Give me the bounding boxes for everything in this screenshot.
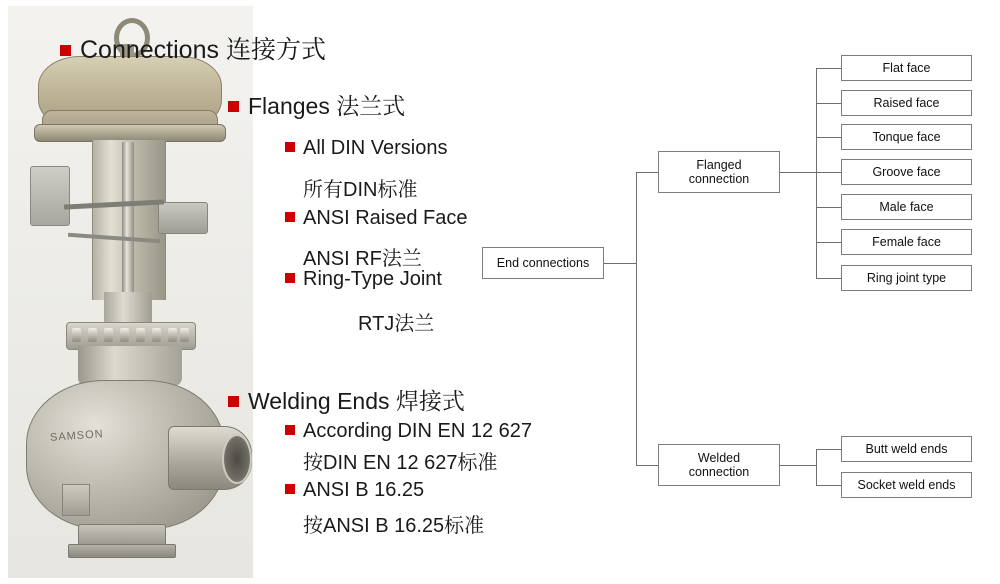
item-all-din-versions-en: All DIN Versions	[303, 137, 448, 159]
connector-leaf-butt-weld-ends	[816, 449, 841, 450]
flow-leaf-female-face	[841, 229, 972, 255]
connector-leaf-tonque-face	[816, 137, 841, 138]
item-ring-type-joint	[285, 268, 442, 291]
flow-flanged-label-line2: connection	[688, 172, 750, 186]
connector-root-trunk	[604, 263, 636, 264]
item-all-din-versions	[285, 137, 448, 160]
page-title-zh: 连接方式	[225, 36, 326, 64]
flow-leaf-socket-weld-ends	[841, 472, 972, 498]
item-ansi-b1625	[285, 479, 424, 502]
flow-leaf-groove-face	[841, 159, 972, 185]
flow-leaf-butt-weld-ends-label: Butt weld ends	[865, 441, 948, 456]
connector-welded-bus-vertical	[816, 449, 817, 485]
item-din-en-12627	[285, 420, 532, 443]
valve-base	[68, 544, 176, 558]
flow-leaf-flat-face	[841, 55, 972, 81]
item-ansi-b1625-zh: 按ANSI B 16.25标准	[303, 515, 485, 537]
flow-leaf-ring-joint-type	[841, 265, 972, 291]
bullet-square-icon	[228, 101, 239, 112]
flow-leaf-socket-weld-ends-label: Socket weld ends	[857, 477, 956, 492]
section-welding-zh: 焊接式	[395, 388, 465, 414]
flow-leaf-tonque-face-label: Tonque face	[872, 129, 941, 144]
item-ansi-raised-face-zh-line	[303, 242, 422, 271]
flow-branch-flanged-connection	[658, 151, 780, 193]
flow-welded-label-line2: connection	[688, 465, 750, 479]
connector-leaf-raised-face	[816, 103, 841, 104]
item-ansi-raised-face-zh: ANSI RF法兰	[303, 248, 422, 270]
flange-bolts	[66, 324, 194, 346]
limit-switch-unit	[158, 202, 208, 234]
bullet-square-icon	[285, 425, 295, 435]
bullet-square-icon	[228, 396, 239, 407]
item-din-en-12627-en: According DIN EN 12 627	[303, 420, 533, 442]
flow-root-end-connections	[482, 247, 604, 279]
bullet-square-icon	[60, 45, 71, 56]
connector-welded-bus	[780, 465, 816, 466]
item-ansi-b1625-en: ANSI B 16.25	[303, 479, 425, 501]
flow-leaf-flat-face-label: Flat face	[882, 60, 931, 75]
flow-leaf-raised-face-label: Raised face	[873, 95, 940, 110]
item-all-din-versions-zh: 所有DIN标准	[303, 179, 418, 201]
valve-photo	[8, 6, 253, 578]
flow-welded-label-line1: Welded	[697, 450, 741, 465]
nameplate	[62, 484, 90, 516]
page-title	[60, 30, 326, 66]
item-ansi-raised-face-en: ANSI Raised Face	[303, 207, 468, 229]
page-title-en: Connections	[80, 36, 219, 64]
bullet-square-icon	[285, 212, 295, 222]
flow-leaf-ring-joint-type-label: Ring joint type	[866, 270, 947, 285]
flow-leaf-female-face-label: Female face	[872, 234, 941, 249]
positioner-unit	[30, 166, 70, 226]
bullet-square-icon	[285, 484, 295, 494]
connector-flanged-bus	[780, 172, 816, 173]
section-welding-en: Welding Ends	[248, 388, 390, 414]
item-ring-type-joint-zh: RTJ法兰	[358, 313, 435, 335]
brand-label: SAMSON	[49, 428, 105, 444]
flow-leaf-male-face	[841, 194, 972, 220]
connector-leaf-ring-joint-type	[816, 278, 841, 279]
section-flanges-zh: 法兰式	[336, 93, 406, 119]
item-din-en-12627-zh-line	[303, 446, 498, 475]
connector-leaf-groove-face	[816, 172, 841, 173]
connector-trunk-welded	[636, 465, 658, 466]
valve-stem	[122, 142, 134, 292]
item-all-din-versions-zh-line	[303, 173, 417, 202]
connector-leaf-flat-face	[816, 68, 841, 69]
flow-root-label: End connections	[496, 255, 590, 270]
item-ring-type-joint-zh-line	[358, 307, 434, 336]
flow-branch-welded-connection	[658, 444, 780, 486]
connector-leaf-female-face	[816, 242, 841, 243]
connector-trunk-vertical	[636, 172, 637, 465]
bullet-square-icon	[285, 142, 295, 152]
flow-leaf-tonque-face	[841, 124, 972, 150]
flow-leaf-groove-face-label: Groove face	[872, 164, 941, 179]
item-ansi-raised-face	[285, 207, 468, 230]
section-title-flanges	[228, 88, 405, 121]
item-din-en-12627-zh: 按DIN EN 12 627标准	[303, 452, 498, 474]
connector-leaf-socket-weld-ends	[816, 485, 841, 486]
section-title-welding-ends	[228, 383, 465, 416]
flow-leaf-raised-face	[841, 90, 972, 116]
connector-leaf-male-face	[816, 207, 841, 208]
connector-flanged-bus-vertical	[816, 68, 817, 278]
valve-bonnet	[104, 292, 152, 324]
section-flanges-en: Flanges	[248, 93, 330, 119]
item-ring-type-joint-en: Ring-Type Joint	[303, 268, 442, 290]
flow-leaf-butt-weld-ends	[841, 436, 972, 462]
connector-trunk-flanged	[636, 172, 658, 173]
item-ansi-b1625-zh-line	[303, 509, 484, 538]
outlet-bore	[222, 434, 252, 484]
flow-flanged-label-line1: Flanged	[696, 157, 742, 172]
bullet-square-icon	[285, 273, 295, 283]
flow-leaf-male-face-label: Male face	[879, 199, 934, 214]
